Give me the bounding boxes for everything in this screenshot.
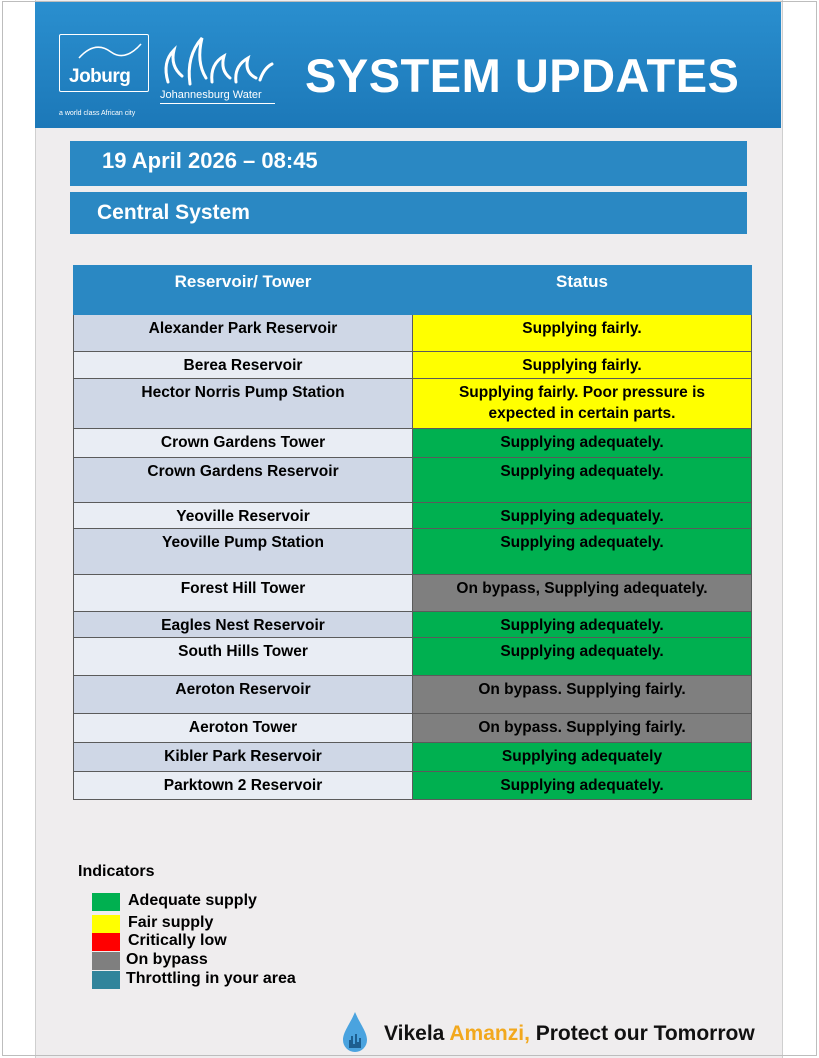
table-row xyxy=(74,352,752,379)
table-row xyxy=(74,638,752,676)
legend-label: Fair supply xyxy=(128,914,214,931)
reservoir-name-cell: Crown Gardens Reservoir xyxy=(74,458,413,503)
reservoir-name-cell: Aeroton Tower xyxy=(74,714,413,743)
water-drop-city-icon xyxy=(340,1010,370,1054)
table-row xyxy=(74,529,752,575)
johannesburg-water-name: Johannesburg Water xyxy=(160,89,262,101)
reservoir-status-table xyxy=(73,265,752,800)
status-cell: Supplying adequately. xyxy=(413,638,752,676)
legend-label: Throttling in your area xyxy=(126,970,296,987)
table-row xyxy=(74,315,752,352)
legend-swatch xyxy=(92,893,120,911)
status-cell: Supplying fairly. Poor pressure is expected in certain parts. xyxy=(413,379,752,429)
legend-swatch xyxy=(92,971,120,989)
legend-label: Adequate supply xyxy=(128,892,257,909)
reservoir-name-cell: Alexander Park Reservoir xyxy=(74,315,413,352)
page-title: SYSTEM UPDATES xyxy=(305,49,740,102)
reservoir-name-cell: Eagles Nest Reservoir xyxy=(74,612,413,638)
reservoir-name-cell: Forest Hill Tower xyxy=(74,575,413,612)
status-cell: Supplying fairly. xyxy=(413,315,752,352)
status-cell: Supplying adequately. xyxy=(413,529,752,575)
footer-text-vikela: Vikela xyxy=(384,1022,450,1045)
table-row xyxy=(74,429,752,458)
status-cell: Supplying fairly. xyxy=(413,352,752,379)
joburg-skyline-icon xyxy=(75,38,145,60)
footer-text-protect: Protect our Tomorrow xyxy=(529,1022,755,1045)
system-banner: Central System xyxy=(70,192,747,234)
status-cell: On bypass, Supplying adequately. xyxy=(413,575,752,612)
legend-title: Indicators xyxy=(78,863,155,880)
table-row xyxy=(74,458,752,503)
status-cell: Supplying adequately. xyxy=(413,612,752,638)
status-cell: Supplying adequately xyxy=(413,743,752,772)
column-header-reservoir: Reservoir/ Tower xyxy=(74,266,413,315)
legend-label: Critically low xyxy=(128,932,227,949)
footer-text-amanzi: Amanzi, xyxy=(449,1022,530,1045)
table-row xyxy=(74,743,752,772)
reservoir-name-cell: Hector Norris Pump Station xyxy=(74,379,413,429)
status-cell: Supplying adequately. xyxy=(413,429,752,458)
table-row xyxy=(74,676,752,714)
table-header-row xyxy=(74,266,752,315)
logo-underline xyxy=(160,103,275,104)
status-cell: On bypass. Supplying fairly. xyxy=(413,676,752,714)
footer-slogan xyxy=(384,1022,755,1046)
reservoir-name-cell: South Hills Tower xyxy=(74,638,413,676)
legend-swatch xyxy=(92,952,120,970)
joburg-tagline: a world class African city xyxy=(59,110,136,117)
status-cell: On bypass. Supplying fairly. xyxy=(413,714,752,743)
legend-label: On bypass xyxy=(126,951,208,968)
reservoir-name-cell: Aeroton Reservoir xyxy=(74,676,413,714)
legend-swatch xyxy=(92,933,120,951)
table-row xyxy=(74,503,752,529)
reservoir-name-cell: Yeoville Pump Station xyxy=(74,529,413,575)
status-cell: Supplying adequately. xyxy=(413,772,752,800)
column-header-status: Status xyxy=(413,266,752,315)
reservoir-name-cell: Berea Reservoir xyxy=(74,352,413,379)
table-row xyxy=(74,772,752,800)
status-cell: Supplying adequately. xyxy=(413,503,752,529)
reservoir-name-cell: Parktown 2 Reservoir xyxy=(74,772,413,800)
reservoir-name-cell: Kibler Park Reservoir xyxy=(74,743,413,772)
status-cell: Supplying adequately. xyxy=(413,458,752,503)
joburg-logo-text: Joburg xyxy=(69,66,131,87)
reservoir-name-cell: Yeoville Reservoir xyxy=(74,503,413,529)
johannesburg-water-logo-icon xyxy=(160,32,275,92)
table-row xyxy=(74,575,752,612)
table-row xyxy=(74,379,752,429)
table-row xyxy=(74,714,752,743)
header-banner xyxy=(35,2,781,128)
table-row xyxy=(74,612,752,638)
legend-swatch xyxy=(92,915,120,933)
reservoir-name-cell: Crown Gardens Tower xyxy=(74,429,413,458)
date-banner: 19 April 2026 – 08:45 xyxy=(70,141,747,186)
